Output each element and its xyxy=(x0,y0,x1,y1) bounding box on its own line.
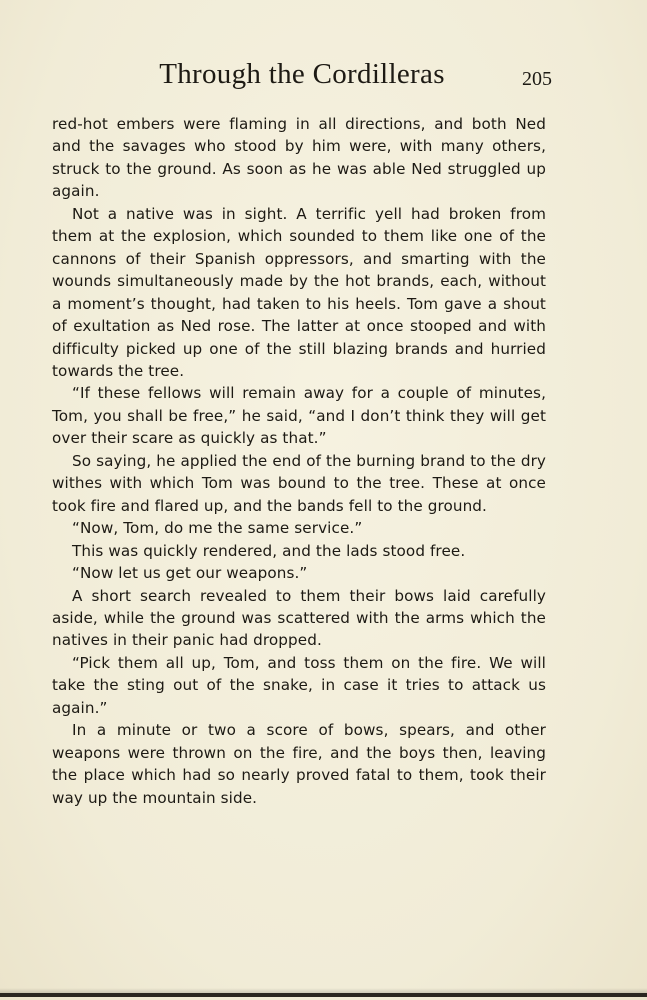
paragraph-9: “Pick them all up, Tom, and toss them on the fire. We will take the sting out of the snake, in case it tries to attack us again.” xyxy=(52,653,546,717)
page-header xyxy=(52,58,552,98)
paragraph-2: Not a native was in sight. A terrific yell had broken from them at the explosion, which sounded to them like one of the cannons of their Spanish oppressors, and smarting with the wounds simultaneously made by the hot brands, each, without a moment’s thought, had taken to his heels. Tom gave a shout of exultation as Ned rose. The latter at once stooped and with difficulty picked up one of the still blazing brands and hurried towards the tree. xyxy=(52,204,546,380)
running-title: Through the Cordilleras xyxy=(159,58,445,90)
paragraph-3: “If these fellows will remain away for a couple of minutes, Tom, you shall be free,” he said, “and I don’t think they will get over their scare as quickly as that.” xyxy=(52,384,546,448)
paragraph-6: This was quickly rendered, and the lads stood free. xyxy=(72,541,466,560)
paragraph-7: “Now let us get our weapons.” xyxy=(72,564,308,583)
page-bottom-edge xyxy=(0,993,647,997)
paragraph-4: So saying, he applied the end of the burning brand to the dry withes with which Tom was bound to the tree. These at once took fire and flared up, and the bands fell to the ground. xyxy=(52,451,546,515)
page-number: 205 xyxy=(522,68,552,90)
paragraph-1: red-hot embers were flaming in all directions, and both Ned and the savages who stood by him were, with many others, struck to the ground. As soon as he was able Ned struggled up again. xyxy=(52,115,546,201)
paragraph-10: In a minute or two a score of bows, spears, and other weapons were thrown on the fire, and the boys then, leaving the place which had so nearly proved fatal to them, took their way up the mountain side. xyxy=(52,721,546,807)
body-text xyxy=(52,113,546,809)
paragraph-5: “Now, Tom, do me the same service.” xyxy=(72,519,363,538)
paragraph-8: A short search revealed to them their bows laid carefully aside, while the ground was scattered with the arms which the natives in their panic had dropped. xyxy=(52,586,546,650)
